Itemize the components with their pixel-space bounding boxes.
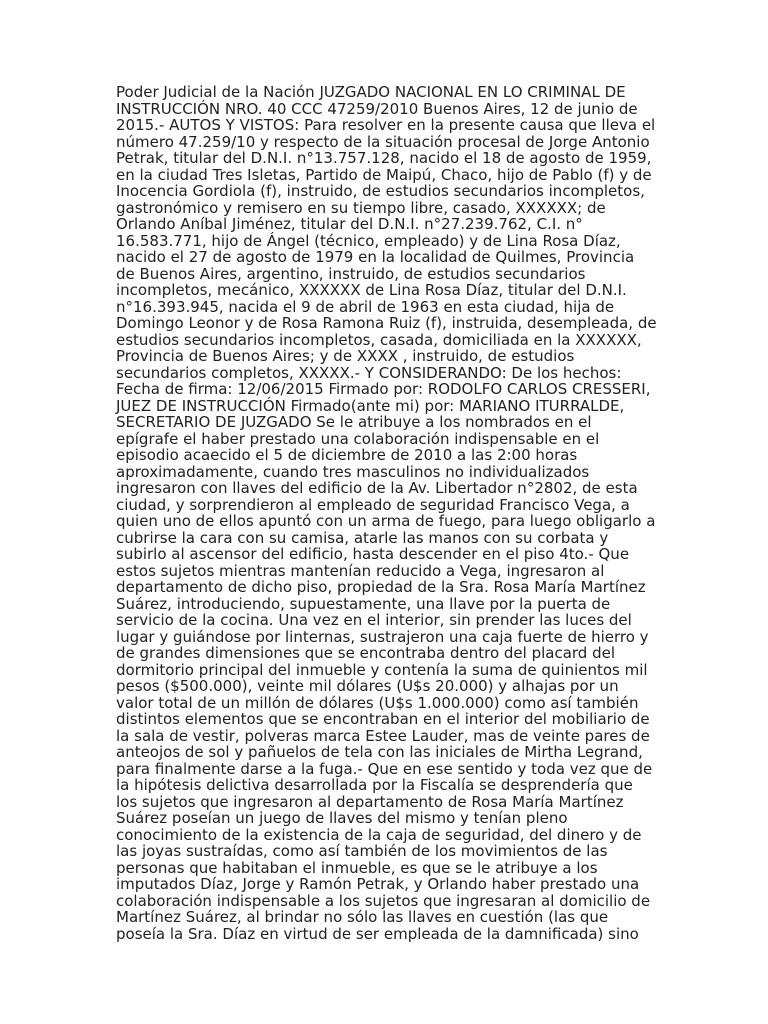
text-line: la hipótesis delictiva desarrollada por la Fiscalía se desprendería que xyxy=(116,776,633,794)
text-line: 16.583.771, hijo de Ángel (técnico, empleado) y de Lina Rosa Díaz, xyxy=(116,231,621,250)
text-line: epígrafe el haber prestado una colaboración indispensable en el xyxy=(116,429,600,448)
text-line: lugar y guiándose por linternas, sustrajeron una caja fuerte de hierro y xyxy=(116,627,649,646)
text-line: ciudad, y sorprendieron al empleado de seguridad Francisco Vega, a xyxy=(116,495,630,514)
text-line: Fecha de firma: 12/06/2015 Firmado por: RODOLFO CARLOS CRESSERI, xyxy=(116,380,651,398)
text-line: en la ciudad Tres Isletas, Partido de Maipú, Chaco, hijo de Pablo (f) y de xyxy=(116,165,652,184)
text-line: incompletos, mecánico, XXXXXX de Lina Rosa Díaz, titular del D.N.I. xyxy=(116,281,627,299)
text-line: de Buenos Aires, argentino, instruido, de estudios secundarios xyxy=(116,264,586,283)
text-line: de grandes dimensiones que se encontraba dentro del placard del xyxy=(116,644,616,662)
text-line: Suárez poseían un juego de llaves del mismo y tenían pleno xyxy=(116,809,568,827)
text-line: Provincia de Buenos Aires; y de XXXX , instruido, de estudios xyxy=(116,347,575,365)
text-line: SECRETARIO DE JUZGADO Se le atribuye a los nombrados en el xyxy=(116,413,592,431)
text-line: estudios secundarios incompletos, casada, domiciliada en la XXXXXX, xyxy=(116,330,642,349)
document-body-text xyxy=(116,84,656,942)
text-line: episodio acaecido el 5 de diciembre de 2010 a las 2:00 horas xyxy=(116,446,578,464)
text-line: valor total de un millón de dólares (U$s 1.000.000) como así también xyxy=(116,693,639,712)
text-line: conocimiento de la existencia de la caja de seguridad, del dinero y de xyxy=(116,825,642,844)
text-line: departamento de dicho piso, propiedad de la Sra. Rosa María Martínez xyxy=(116,578,646,596)
text-line: Inocencia Gordiola (f), instruido, de estudios secundarios incompletos, xyxy=(116,182,645,200)
text-line: personas que habitaban el inmueble, es que se le atribuye a los xyxy=(116,858,598,877)
text-line: Orlando Aníbal Jiménez, titular del D.N.I. n°27.239.762, C.I. n° xyxy=(116,215,583,233)
text-line: imputados Díaz, Jorge y Ramón Petrak, y Orlando haber prestado una xyxy=(116,875,640,893)
text-line: pesos ($500.000), veinte mil dólares (U$s 20.000) y alhajas por un xyxy=(116,677,619,695)
text-line: estos sujetos mientras mantenían reducido a Vega, ingresaron al xyxy=(116,561,605,580)
text-line: gastronómico y remisero en su tiempo libre, casado, XXXXXX; de xyxy=(116,198,606,217)
text-line: ingresaron con llaves del edificio de la Av. Libertador n°2802, de esta xyxy=(116,479,638,497)
text-line: servicio de la cocina. Una vez en el interior, sin prender las luces del xyxy=(116,611,632,629)
text-line: la sala de vestir, polveras marca Estee Lauder, mas de veinte pares de xyxy=(116,726,650,745)
text-line: aproximadamente, cuando tres masculinos no individualizados xyxy=(116,462,590,481)
text-line: Martínez Suárez, al brindar no sólo las llaves en cuestión (las que xyxy=(116,908,609,926)
text-line: JUEZ DE INSTRUCCIÓN Firmado(ante mi) por: MARIANO ITURRALDE, xyxy=(116,396,625,415)
text-line: subirlo al ascensor del edificio, hasta descender en el piso 4to.- Que xyxy=(116,545,630,563)
text-line: INSTRUCCIÓN NRO. 40 CCC 47259/2010 Buenos Aires, 12 de junio de xyxy=(116,99,638,118)
text-line: n°16.393.945, nacida el 9 de abril de 1963 en esta ciudad, hija de xyxy=(116,297,615,316)
text-line: anteojos de sol y pañuelos de tela con las iniciales de Mirtha Legrand, xyxy=(116,743,643,761)
text-line: Suárez, introduciendo, supuestamente, una llave por la puerta de xyxy=(116,594,611,613)
text-line: Domingo Leonor y de Rosa Ramona Ruiz (f), instruida, desempleada, de xyxy=(116,314,657,332)
text-line: quien uno de ellos apuntó con un arma de fuego, para luego obligarlo a xyxy=(116,512,656,530)
text-line: número 47.259/10 y respecto de la situación procesal de Jorge Antonio xyxy=(116,132,650,151)
text-line: para finalmente darse a la fuga.- Que en ese sentido y toda vez que de xyxy=(116,759,653,778)
text-line: secundarios completos, XXXXX.- Y CONSIDERANDO: De los hechos: xyxy=(116,363,622,382)
text-line: cubrirse la cara con su camisa, atarle las manos con su corbata y xyxy=(116,528,609,547)
text-line: los sujetos que ingresaron al departamento de Rosa María Martínez xyxy=(116,792,624,811)
text-line: las joyas sustraídas, como así también de los movimientos de las xyxy=(116,842,608,860)
text-line: Poder Judicial de la Nación JUZGADO NACIONAL EN LO CRIMINAL DE xyxy=(116,83,626,101)
text-line: nacido el 27 de agosto de 1979 en la localidad de Quilmes, Provincia xyxy=(116,248,635,266)
text-line: colaboración indispensable a los sujetos que ingresaran al domicilio de xyxy=(116,891,651,910)
text-line: Petrak, titular del D.N.I. n°13.757.128, nacido el 18 de agosto de 1959, xyxy=(116,149,652,167)
text-line: dormitorio principal del inmueble y contenía la suma de quinientos mil xyxy=(116,660,648,679)
text-line: poseía la Sra. Díaz en virtud de ser empleada de la damnificada) sino xyxy=(116,924,639,943)
text-line: distintos elementos que se encontraban en el interior del mobiliario de xyxy=(116,710,650,728)
text-line: 2015.- AUTOS Y VISTOS: Para resolver en la presente causa que lleva el xyxy=(116,116,656,134)
